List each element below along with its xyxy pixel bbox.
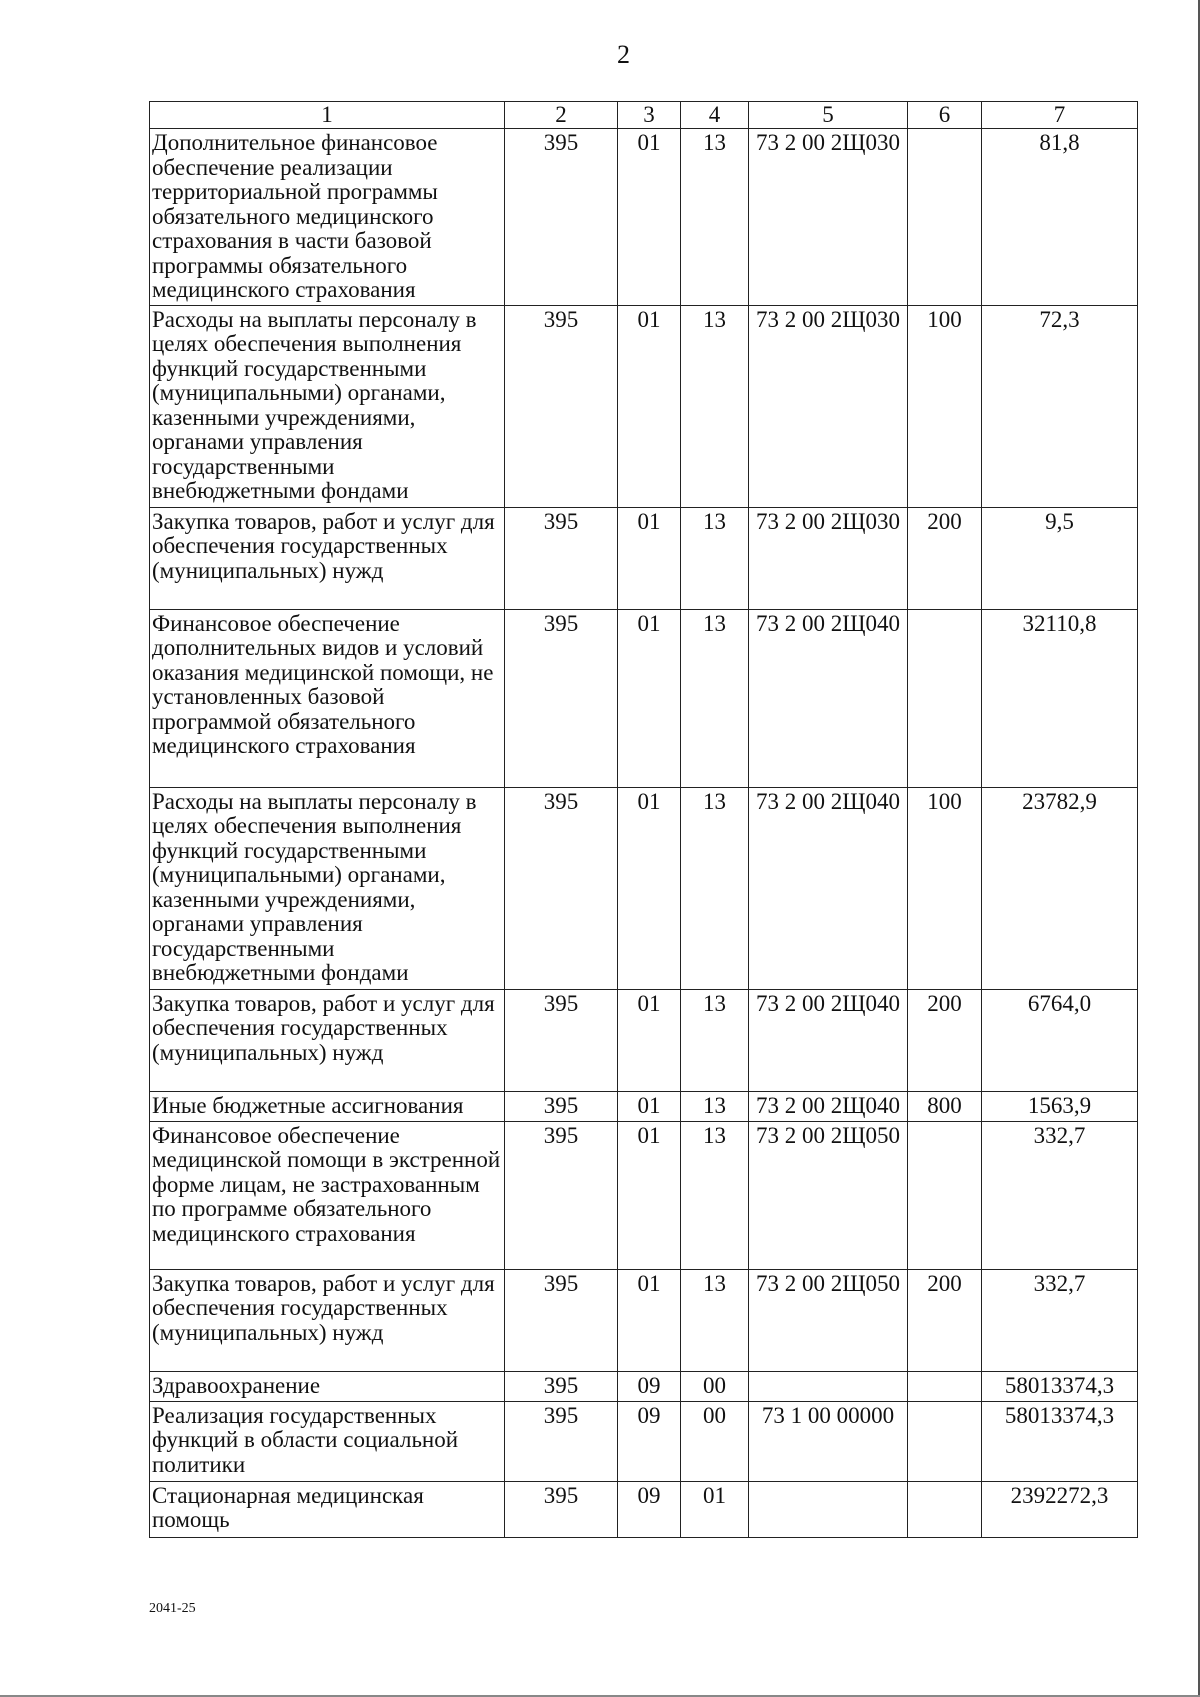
header-row bbox=[150, 102, 1138, 129]
table-row bbox=[150, 787, 1138, 989]
target-article-cell: 73 2 00 2Щ040 bbox=[749, 1091, 908, 1121]
target-article-cell: 73 1 00 00000 bbox=[749, 1401, 908, 1481]
amount-cell: 332,7 bbox=[982, 1269, 1138, 1371]
expense-type-cell bbox=[908, 129, 982, 306]
row-name-cell: Расходы на выплаты персоналу в целях обеспечения выполнения функций государственными (муниципальными) органами, казенными учреждениями, органами управления государственными внебюджетными фондами bbox=[150, 305, 505, 507]
amount-cell: 23782,9 bbox=[982, 787, 1138, 989]
column-header: 4 bbox=[681, 102, 749, 129]
target-article-cell: 73 2 00 2Щ040 bbox=[749, 609, 908, 787]
table-body bbox=[150, 129, 1138, 1538]
expense-type-cell bbox=[908, 1371, 982, 1401]
row-name-cell: Дополнительное финансовое обеспечение реализации территориальной программы обязательного медицинского страхования в части базовой программы обязательного медицинского страхования bbox=[150, 129, 505, 306]
expense-type-cell: 200 bbox=[908, 507, 982, 609]
row-name-cell: Расходы на выплаты персоналу в целях обеспечения выполнения функций государственными (муниципальными) органами, казенными учреждениями, органами управления государственными внебюджетными фондами bbox=[150, 787, 505, 989]
section-cell: 09 bbox=[618, 1401, 681, 1481]
target-article-cell: 73 2 00 2Щ030 bbox=[749, 129, 908, 306]
section-cell: 01 bbox=[618, 1121, 681, 1269]
section-cell: 01 bbox=[618, 787, 681, 989]
amount-cell: 9,5 bbox=[982, 507, 1138, 609]
chapter-code-cell: 395 bbox=[505, 1481, 618, 1537]
chapter-code-cell: 395 bbox=[505, 989, 618, 1091]
section-cell: 01 bbox=[618, 989, 681, 1091]
chapter-code-cell: 395 bbox=[505, 1121, 618, 1269]
chapter-code-cell: 395 bbox=[505, 1401, 618, 1481]
subsection-cell: 13 bbox=[681, 787, 749, 989]
row-name-cell: Финансовое обеспечение дополнительных видов и условий оказания медицинской помощи, не установленных базовой программой обязательного медицинского страхования bbox=[150, 609, 505, 787]
subsection-cell: 13 bbox=[681, 1121, 749, 1269]
page-number: 2 bbox=[617, 40, 630, 69]
row-name-cell: Реализация государственных функций в области социальной политики bbox=[150, 1401, 505, 1481]
subsection-cell: 00 bbox=[681, 1401, 749, 1481]
document-code: 2041-25 bbox=[149, 1601, 196, 1616]
expense-type-cell: 200 bbox=[908, 989, 982, 1091]
row-name-cell: Финансовое обеспечение медицинской помощи в экстренной форме лицам, не застрахованным по программе обязательного медицинского страхования bbox=[150, 1121, 505, 1269]
column-header: 1 bbox=[150, 102, 505, 129]
expense-type-cell: 100 bbox=[908, 787, 982, 989]
column-header: 7 bbox=[982, 102, 1138, 129]
amount-cell: 58013374,3 bbox=[982, 1401, 1138, 1481]
subsection-cell: 13 bbox=[681, 1091, 749, 1121]
expense-type-cell bbox=[908, 1401, 982, 1481]
amount-cell: 1563,9 bbox=[982, 1091, 1138, 1121]
target-article-cell: 73 2 00 2Щ050 bbox=[749, 1269, 908, 1371]
amount-cell: 2392272,3 bbox=[982, 1481, 1138, 1537]
expense-type-cell: 100 bbox=[908, 305, 982, 507]
chapter-code-cell: 395 bbox=[505, 787, 618, 989]
subsection-cell: 00 bbox=[681, 1371, 749, 1401]
subsection-cell: 01 bbox=[681, 1481, 749, 1537]
expense-type-cell bbox=[908, 1481, 982, 1537]
subsection-cell: 13 bbox=[681, 989, 749, 1091]
target-article-cell: 73 2 00 2Щ040 bbox=[749, 787, 908, 989]
table-row bbox=[150, 1269, 1138, 1371]
row-name-cell: Иные бюджетные ассигнования bbox=[150, 1091, 505, 1121]
section-cell: 01 bbox=[618, 507, 681, 609]
column-header: 3 bbox=[618, 102, 681, 129]
expense-type-cell: 200 bbox=[908, 1269, 982, 1371]
expense-type-cell bbox=[908, 609, 982, 787]
target-article-cell: 73 2 00 2Щ050 bbox=[749, 1121, 908, 1269]
table-row bbox=[150, 1121, 1138, 1269]
subsection-cell: 13 bbox=[681, 305, 749, 507]
chapter-code-cell: 395 bbox=[505, 1269, 618, 1371]
table-row bbox=[150, 609, 1138, 787]
target-article-cell bbox=[749, 1481, 908, 1537]
table-row bbox=[150, 129, 1138, 306]
section-cell: 01 bbox=[618, 129, 681, 306]
section-cell: 09 bbox=[618, 1481, 681, 1537]
target-article-cell bbox=[749, 1371, 908, 1401]
chapter-code-cell: 395 bbox=[505, 1091, 618, 1121]
chapter-code-cell: 395 bbox=[505, 129, 618, 306]
section-cell: 01 bbox=[618, 1269, 681, 1371]
table-row bbox=[150, 1371, 1138, 1401]
expense-type-cell: 800 bbox=[908, 1091, 982, 1121]
expense-type-cell bbox=[908, 1121, 982, 1269]
amount-cell: 6764,0 bbox=[982, 989, 1138, 1091]
row-name-cell: Здравоохранение bbox=[150, 1371, 505, 1401]
table-row bbox=[150, 507, 1138, 609]
amount-cell: 332,7 bbox=[982, 1121, 1138, 1269]
section-cell: 01 bbox=[618, 305, 681, 507]
amount-cell: 32110,8 bbox=[982, 609, 1138, 787]
table-row bbox=[150, 1091, 1138, 1121]
target-article-cell: 73 2 00 2Щ030 bbox=[749, 507, 908, 609]
row-name-cell: Закупка товаров, работ и услуг для обеспечения государственных (муниципальных) нужд bbox=[150, 989, 505, 1091]
row-name-cell: Закупка товаров, работ и услуг для обеспечения государственных (муниципальных) нужд bbox=[150, 507, 505, 609]
column-header: 2 bbox=[505, 102, 618, 129]
table-row bbox=[150, 1401, 1138, 1481]
table-row bbox=[150, 305, 1138, 507]
column-header: 6 bbox=[908, 102, 982, 129]
amount-cell: 81,8 bbox=[982, 129, 1138, 306]
subsection-cell: 13 bbox=[681, 1269, 749, 1371]
section-cell: 01 bbox=[618, 1091, 681, 1121]
chapter-code-cell: 395 bbox=[505, 507, 618, 609]
section-cell: 09 bbox=[618, 1371, 681, 1401]
amount-cell: 72,3 bbox=[982, 305, 1138, 507]
target-article-cell: 73 2 00 2Щ030 bbox=[749, 305, 908, 507]
table-row bbox=[150, 1481, 1138, 1537]
section-cell: 01 bbox=[618, 609, 681, 787]
row-name-cell: Закупка товаров, работ и услуг для обеспечения государственных (муниципальных) нужд bbox=[150, 1269, 505, 1371]
target-article-cell: 73 2 00 2Щ040 bbox=[749, 989, 908, 1091]
amount-cell: 58013374,3 bbox=[982, 1371, 1138, 1401]
subsection-cell: 13 bbox=[681, 129, 749, 306]
subsection-cell: 13 bbox=[681, 609, 749, 787]
chapter-code-cell: 395 bbox=[505, 609, 618, 787]
subsection-cell: 13 bbox=[681, 507, 749, 609]
table-row bbox=[150, 989, 1138, 1091]
budget-table bbox=[149, 101, 1138, 1538]
row-name-cell: Стационарная медицинская помощь bbox=[150, 1481, 505, 1537]
chapter-code-cell: 395 bbox=[505, 1371, 618, 1401]
chapter-code-cell: 395 bbox=[505, 305, 618, 507]
column-header: 5 bbox=[749, 102, 908, 129]
